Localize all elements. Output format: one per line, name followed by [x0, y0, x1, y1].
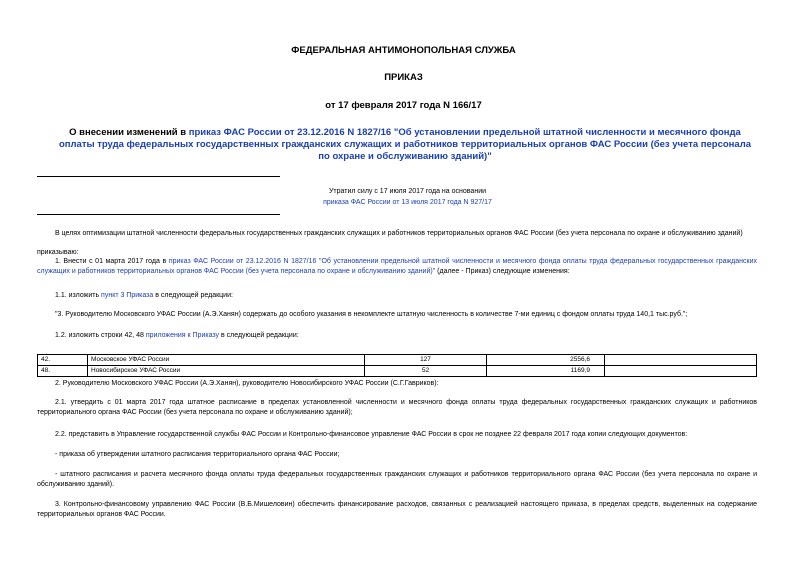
doc-title	[55, 127, 755, 163]
item-2-2-paragraph: 2.2. представить в Управление государственной службы ФАС России и Контрольно-финансовое управление ФАС России в срок не позднее 22 февраля 2017 года копии следующих документов:	[55, 431, 688, 438]
table-row	[38, 366, 757, 377]
row-number: 48.	[38, 366, 88, 377]
table-row	[38, 355, 757, 366]
dash-2-paragraph: - штатного расписания и расчета месячного фонда оплаты труда федеральных государственных гражданских служащих и работников территориального органа ФАС России (без учета персонала по охране и обслуживанию зданий).	[37, 471, 757, 488]
row-fund: 1169,9	[487, 366, 605, 377]
item-1-1-link[interactable]: пункт 3 Приказа	[101, 292, 154, 299]
status-note	[300, 186, 515, 208]
row-empty-cell	[605, 355, 757, 366]
title-order-link[interactable]: приказ ФАС России от 23.12.2016 N 1827/16 "Об установлении предельной штатной численности и месячного фонда оплаты труда федеральных государственных гражданских служащих и работников территориальных органов ФАС России (без учета персонала по охране и обслуживанию зданий)"	[58, 127, 752, 162]
row-empty-cell	[605, 366, 757, 377]
doc-type: ПРИКАЗ	[384, 72, 423, 83]
item-1-2-post: в следующей редакции:	[219, 332, 299, 339]
item-2-1-paragraph: 2.1. утвердить с 01 марта 2017 года штатное расписание в пределах установленной численности и месячного фонда оплаты труда федеральных государственных гражданских служащих и работников территориального органа ФАС России (без учета персонала по охране и обслуживанию зданий);	[37, 399, 757, 416]
note-rule-top	[37, 176, 280, 177]
item-1-pre: 1. Внести с 01 марта 2017 года в	[55, 258, 169, 265]
staff-table	[37, 354, 757, 377]
item-2-paragraph: 2. Руководителю Московского УФАС России (А.Э.Ханян), руководителю Новосибирского УФАС России (С.Г.Гавриков):	[55, 380, 439, 387]
item-1-2-paragraph	[55, 331, 755, 341]
item-1-1-quote: "3. Руководителю Московского УФАС России (А.Э.Ханян) содержать до особого указания в некомплекте штатную численность в количестве 7-ми единиц с фондом оплаты труда 140,1 тыс.руб.";	[55, 311, 688, 318]
row-org-name: Новосибирское УФАС России	[88, 366, 365, 377]
intro-paragraph: В целях оптимизации штатной численности федеральных государственных гражданских служащих и работников территориальных органов ФАС России (без учета персонала по охране и обслуживанию зданий)	[55, 230, 743, 237]
item-1-post: (далее - Приказ) следующие изменения:	[435, 268, 570, 275]
status-note-link[interactable]: приказа ФАС России от 13 июля 2017 года N 927/17	[323, 199, 492, 206]
agency-name: ФЕДЕРАЛЬНАЯ АНТИМОНОПОЛЬНАЯ СЛУЖБА	[291, 45, 516, 56]
dash-1-paragraph: - приказа об утверждении штатного расписания территориального органа ФАС России;	[55, 451, 340, 458]
row-staff-count: 52	[365, 366, 487, 377]
row-staff-count: 127	[365, 355, 487, 366]
item-1-1-paragraph	[55, 291, 755, 301]
item-1-paragraph	[37, 257, 757, 277]
title-prefix: О внесении изменений в	[69, 127, 189, 138]
status-note-text: Утратил силу с 17 июля 2017 года на основании	[328, 188, 487, 195]
row-fund: 2556,6	[487, 355, 605, 366]
note-rule-bottom	[37, 214, 280, 215]
item-1-1-pre: 1.1. изложить	[55, 292, 102, 299]
order-word: приказываю:	[37, 249, 79, 256]
item-1-order-link[interactable]: приказ ФАС России от 23.12.2016 N 1827/16 "Об установлении предельной штатной численности и месячного фонда оплаты труда федеральных государственных гражданских служащих и работников территориальных органов ФАС России (без учета персонала по охране и обслуживанию зданий)"	[37, 258, 757, 275]
item-3-paragraph: 3. Контрольно-финансовому управлению ФАС России (В.Б.Мишеловин) обеспечить финансирование расходов, связанных с реализацией настоящего приказа, в пределах средств, выделенных на содержание территориальных органов ФАС России.	[37, 501, 757, 518]
item-1-1-post: в следующей редакции:	[153, 292, 233, 299]
row-org-name: Московское УФАС России	[88, 355, 365, 366]
item-1-2-pre: 1.2. изложить строки 42, 48	[55, 332, 146, 339]
item-1-2-link[interactable]: приложения к Приказу	[145, 332, 220, 339]
doc-date-number: от 17 февраля 2017 года N 166/17	[325, 100, 482, 111]
row-number: 42.	[38, 355, 88, 366]
